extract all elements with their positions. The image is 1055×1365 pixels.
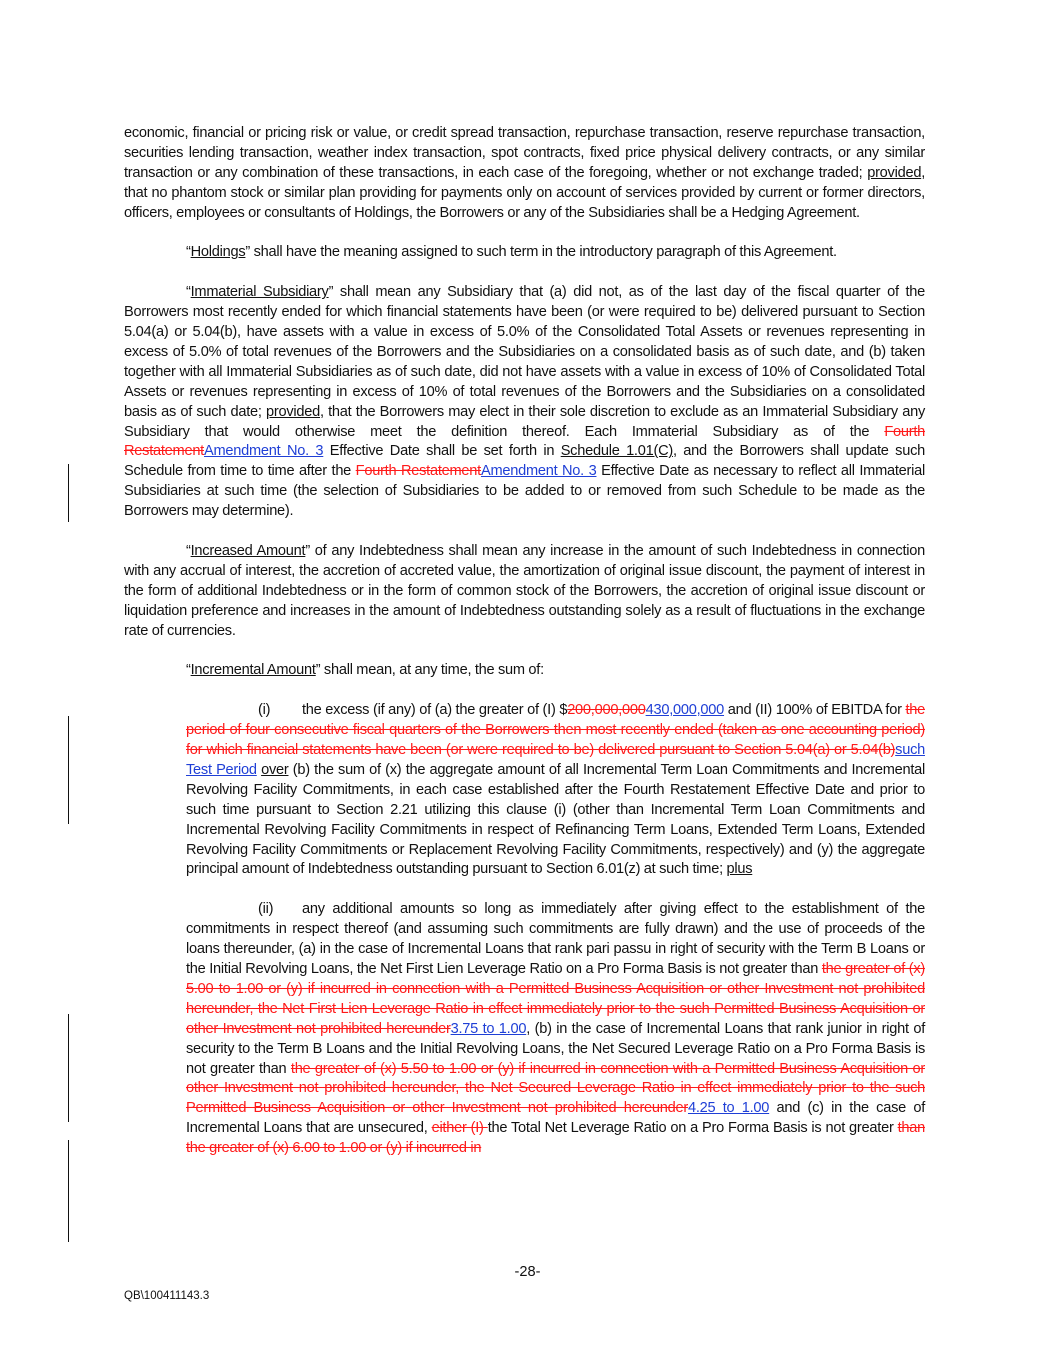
definition-immaterial-subsidiary: “Immaterial Subsidiary” shall mean any Subsidiary that (a) did not, as of the last day of the fiscal quarter of the Borrowers most recently ended for which financial statements have been (or were required to be) delivered pursuant to Section 5.04(a) or 5.04(b), have assets with a value in excess of 5.0% of the Consolidated Total Assets or revenues representing in excess of 5.0% of total revenues of the Borrowers and the Subsidiaries on a consolidated basis as of such date, and (b) taken together with all Immaterial Subsidiaries as of such date, did not have assets with a value in excess of 10% of Consolidated Total Assets or revenues representing in excess of 10% of total revenues of the Borrowers and the Subsidiaries on a consolidated basis as of such date; provided, that the Borrowers may elect in their sole discretion to exclude as an Immaterial Subsidiary any Subsidiary that would otherwise meet the definition thereof. Each Immaterial Subsidiary as of the Fourth RestatementAmendment No. 3 Effective Date shall be set forth in Schedule 1.01(C), and the Borrowers shall update such Schedule from time to time after the Fourth RestatementAmendment No. 3 Effective Date as necessary to reflect all Immaterial Subsidiaries at such time (the selection of Subsidiaries to be added to or removed from such Schedule to be made as the Borrowers may determine). bbox=[124, 284, 926, 520]
definition-incremental-amount: “Incremental Amount” shall mean, at any time, the sum of: bbox=[186, 662, 544, 679]
clause-number: (ii) bbox=[258, 901, 274, 918]
document-body bbox=[124, 124, 925, 1179]
deleted-text: Fourth Restatement bbox=[124, 423, 925, 460]
deleted-text: either (I) bbox=[431, 1120, 488, 1137]
inserted-text: 4.25 to 1.00 bbox=[688, 1100, 770, 1117]
change-bar bbox=[68, 716, 69, 824]
defined-term: Holdings bbox=[190, 244, 246, 261]
deleted-text: 200,000,000 bbox=[567, 702, 646, 719]
clause-ii: (ii) any additional amounts so long as immediately after giving effect to the establishment of the commitments in respect thereof (and assuming such commitments are fully drawn) and the use of proceeds of the loans thereunder, (a) in the case of Incremental Loans that rank pari passu in right of security with the Term B Loans or the Initial Revolving Loans, the Net First Lien Leverage Ratio on a Pro Forma Basis is not greater than the greater of (x) 5.00 to 1.00 or (y) if incurred in connection with a Permitted Business Acquisition or other Investment not prohibited hereunder, the Net First Lien Leverage Ratio in effect immediately prior to the such Permitted Business Acquisition or other Investment not prohibited hereunder3.75 to 1.00, (b) in the case of Incremental Loans that rank junior in right of security to the Term B Loans and the Initial Revolving Loans, the Net Secured Leverage Ratio on a Pro Forma Basis is not greater than the greater of (x) 5.50 to 1.00 or (y) if incurred in connection with a Permitted Business Acquisition or other Investment not prohibited hereunder, the Net Secured Leverage Ratio in effect immediately prior to the such Permitted Business Acquisition or other Investment not prohibited hereunder4.25 to 1.00 and (c) in the case of Incremental Loans that are unsecured, either (I) the Total Net Leverage Ratio on a Pro Forma Basis is not greater than the greater of (x) 6.00 to 1.00 or (y) if incurred in bbox=[186, 901, 926, 1157]
change-bar bbox=[68, 1014, 69, 1122]
definition-holdings: “Holdings” shall have the meaning assigned to such term in the introductory paragraph of this Agreement. bbox=[186, 244, 837, 261]
deleted-text: the greater of (x) 5.50 to 1.00 or (y) if incurred in connection with a Permitted Business Acquisition or other Investment not prohibited hereunder, the Net Secured Leverage Ratio in effect immediately prior to the such Permitted Business Acquisition or other Investment not prohibited hereunder bbox=[186, 1060, 925, 1117]
change-bar bbox=[68, 1140, 69, 1242]
document-footer-id: QB\100411143.3 bbox=[124, 1290, 210, 1302]
clause-number: (i) bbox=[258, 702, 271, 719]
defined-term: Increased Amount bbox=[190, 542, 306, 559]
defined-term: Incremental Amount bbox=[190, 662, 316, 679]
defined-term: Immaterial Subsidiary bbox=[190, 284, 329, 301]
inserted-text: Amendment No. 3 bbox=[480, 463, 597, 480]
page-number: -28- bbox=[514, 1264, 541, 1280]
deleted-text: the period of four consecutive fiscal quarters of the Borrowers then most recently ended (taken as one accounting period) for which financial statements have been (or were required to be) delivered pursuant to Section 5.04(a) or 5.04(b) bbox=[186, 702, 925, 759]
inserted-text: such Test Period bbox=[186, 742, 925, 778]
paragraph-hedging-continuation: economic, financial or pricing risk or value, or credit spread transaction, repurchase transaction, reserve repurchase transaction, securities lending transaction, weather index transaction, spot contracts, fixed price physical delivery contracts, or any similar transaction or any combination of these transactions, in each case of the foregoing, whether or not exchange traded; provided, that no phantom stock or similar plan providing for payments only on account of services provided by current or former directors, officers, employees or consultants of Holdings, the Borrowers or any of the Subsidiaries shall be a Hedging Agreement. bbox=[124, 125, 925, 221]
change-bar bbox=[68, 464, 69, 522]
deleted-text: than the greater of (x) 6.00 to 1.00 or (y) if incurred in bbox=[186, 1120, 925, 1157]
inserted-text: 430,000,000 bbox=[645, 702, 725, 719]
deleted-text: Fourth Restatement bbox=[355, 463, 481, 480]
inserted-text: 3.75 to 1.00 bbox=[450, 1020, 527, 1037]
inserted-text: Amendment No. 3 bbox=[204, 443, 324, 460]
clause-i: (i) the excess (if any) of (a) the greater of (I) $200,000,000430,000,000 and (II) 100% of EBITDA for the period of four consecutive fiscal quarters of the Borrowers then most recently ended (taken as one accounting period) for which financial statements have been (or were required to be) delivered pursuant to Section 5.04(a) or 5.04(b)such Test Period over (b) the sum of (x) the aggregate amount of all Incremental Term Loan Commitments and Incremental Revolving Facility Commitments, in each case established after the Fourth Restatement Effective Date and prior to such time pursuant to Section 2.21 utilizing this clause (i) (other than Incremental Term Loan Commitments and Incremental Revolving Facility Commitments in respect of Refinancing Term Loans, Extended Term Loans, Extended Revolving Facility Commitments or Replacement Revolving Facility Commitments, respectively) and (y) the aggregate principal amount of Indebtedness outstanding pursuant to Section 6.01(z) at such time; plus bbox=[186, 702, 925, 878]
definition-increased-amount: “Increased Amount” of any Indebtedness shall mean any increase in the amount of such Indebtedness in connection with any accrual of interest, the accretion of accreted value, the amortization of original issue discount, the payment of interest in the form of additional Indebtedness or in the form of common stock of the Borrowers, the accretion of original issue discount or liquidation preference and increases in the amount of Indebtedness outstanding solely as a result of fluctuations in the exchange rate of currencies. bbox=[124, 542, 925, 639]
deleted-text: the greater of (x) 5.00 to 1.00 or (y) if incurred in connection with a Permitted Business Acquisition or other Investment not prohibited hereunder, the Net First Lien Leverage Ratio in effect immediately prior to the such Permitted Business Acquisition or other Investment not prohibited hereunder bbox=[186, 960, 925, 1037]
